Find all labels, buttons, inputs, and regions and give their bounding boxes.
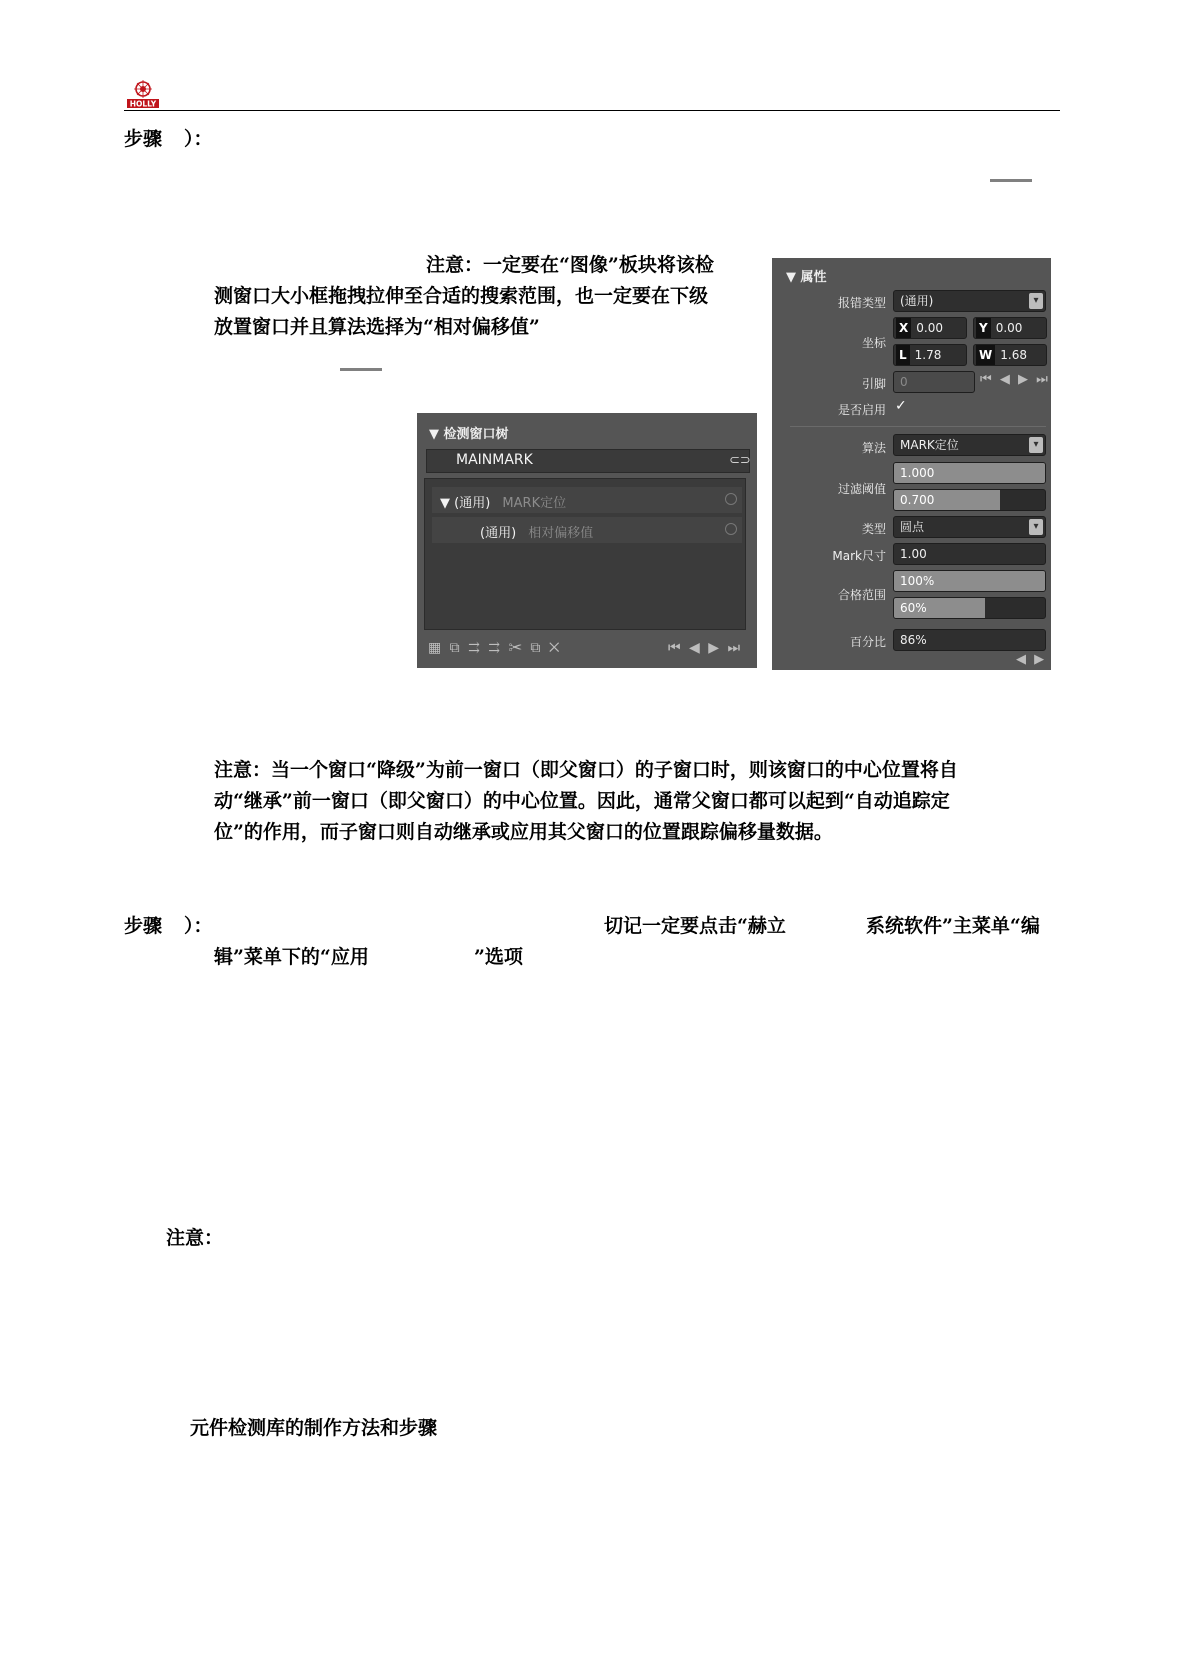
- enable-label: 是否启用: [837, 403, 886, 417]
- header-rule: [124, 110, 1060, 111]
- step-b-heading: [124, 911, 213, 942]
- dash-mark: [990, 179, 1032, 182]
- algo-label: 算法: [861, 441, 886, 455]
- tree-toolbar-icons[interactable]: ▦ ⧉ ⇉ ⇉ ✂ ⧉ ✕: [428, 640, 562, 656]
- coord-label: 坐标: [861, 336, 886, 350]
- l-field[interactable]: L 1.78: [893, 344, 967, 366]
- threshold-label: 过滤阈值: [837, 482, 886, 496]
- w-field[interactable]: W 1.68: [973, 344, 1047, 366]
- pin-field[interactable]: 0: [893, 371, 975, 393]
- properties-title: ▼ 属性: [786, 270, 827, 285]
- pin-nav-icons[interactable]: ⏮ ◀ ▶ ⏭: [980, 372, 1050, 387]
- note1-line1: 注意：一定要在“图像”板块将该检: [426, 254, 714, 276]
- step-b-mid: 切记一定要点击“赫立: [604, 915, 786, 937]
- note2-line2: 动“继承”前一窗口（即父窗口）的中心位置。因此，通常父窗口都可以起到“自动追踪定: [214, 790, 950, 812]
- report-type-label: 报错类型: [837, 296, 886, 310]
- section-title: 元件检测库的制作方法和步骤: [190, 1417, 438, 1439]
- algo-select[interactable]: MARK定位 ▾: [893, 434, 1046, 456]
- note2-line3: 位”的作用，而子窗口则自动继承或应用其父窗口的位置跟踪偏移量数据。: [214, 821, 833, 843]
- pin-label: 引脚: [861, 377, 886, 391]
- note3-label: 注意：: [166, 1227, 224, 1249]
- radio-icon[interactable]: [725, 493, 737, 505]
- range-slider-2[interactable]: 60%: [893, 597, 1046, 619]
- step-a-heading: [124, 124, 213, 155]
- logo-text: HOLLY: [129, 99, 157, 109]
- tree-panel-title: ▼ 检测窗口树: [429, 427, 509, 442]
- step-b-label: 步骤: [124, 915, 163, 937]
- report-type-select[interactable]: (通用) ▾: [893, 290, 1046, 312]
- chevron-down-icon: ▾: [1029, 519, 1043, 535]
- note1-line3: 放置窗口并且算法选择为“相对偏移值”: [214, 316, 540, 338]
- chevron-down-icon: ▾: [1029, 293, 1043, 309]
- link-icon[interactable]: ⊂⊃: [729, 453, 751, 468]
- dash-mark: [340, 368, 382, 371]
- radio-icon[interactable]: [725, 523, 737, 535]
- divider: [790, 426, 1046, 427]
- threshold-slider-2[interactable]: 0.700: [893, 489, 1046, 511]
- tree-item-label: (通用) 相对偏移值: [480, 526, 594, 541]
- step-b-line2a: 辑”菜单下的“应用: [214, 946, 369, 968]
- mark-size-label: Mark尺寸: [832, 549, 886, 563]
- mark-size-field[interactable]: 1.00: [893, 543, 1046, 565]
- type-select[interactable]: 圆点 ▾: [893, 516, 1046, 538]
- threshold-slider-1[interactable]: 1.000: [893, 462, 1046, 484]
- scroll-arrows[interactable]: ◀ ▶: [1016, 652, 1047, 667]
- note1-line2: 测窗口大小框拖拽拉伸至合适的搜索范围，也一定要在下级: [214, 285, 709, 307]
- type-label: 类型: [861, 522, 886, 536]
- holly-logo: [125, 78, 161, 110]
- enable-checkbox[interactable]: ✓: [895, 398, 907, 414]
- step-b-line2b: ”选项: [474, 946, 523, 968]
- range-label: 合格范围: [837, 588, 886, 602]
- chevron-down-icon: ▾: [1029, 437, 1043, 453]
- step-a-label: 步骤: [124, 128, 163, 150]
- tree-root-label: MAINMARK: [456, 452, 533, 468]
- tree-item-label: ▼ (通用) MARK定位: [440, 496, 567, 511]
- range-slider-1[interactable]: 100%: [893, 570, 1046, 592]
- note2-line1: 注意：当一个窗口“降级”为前一窗口（即父窗口）的子窗口时，则该窗口的中心位置将自: [214, 759, 958, 781]
- tree-nav-icons[interactable]: ⏮ ◀ ▶ ⏭: [668, 640, 743, 656]
- percent-label: 百分比: [849, 635, 886, 649]
- y-field[interactable]: Y 0.00: [973, 317, 1047, 339]
- step-b-right: 系统软件”主菜单“编: [866, 915, 1040, 937]
- step-b-suffix: ）：: [184, 915, 213, 937]
- step-a-suffix: ）：: [184, 128, 213, 150]
- x-field[interactable]: X 0.00: [893, 317, 967, 339]
- percent-field[interactable]: 86%: [893, 629, 1046, 651]
